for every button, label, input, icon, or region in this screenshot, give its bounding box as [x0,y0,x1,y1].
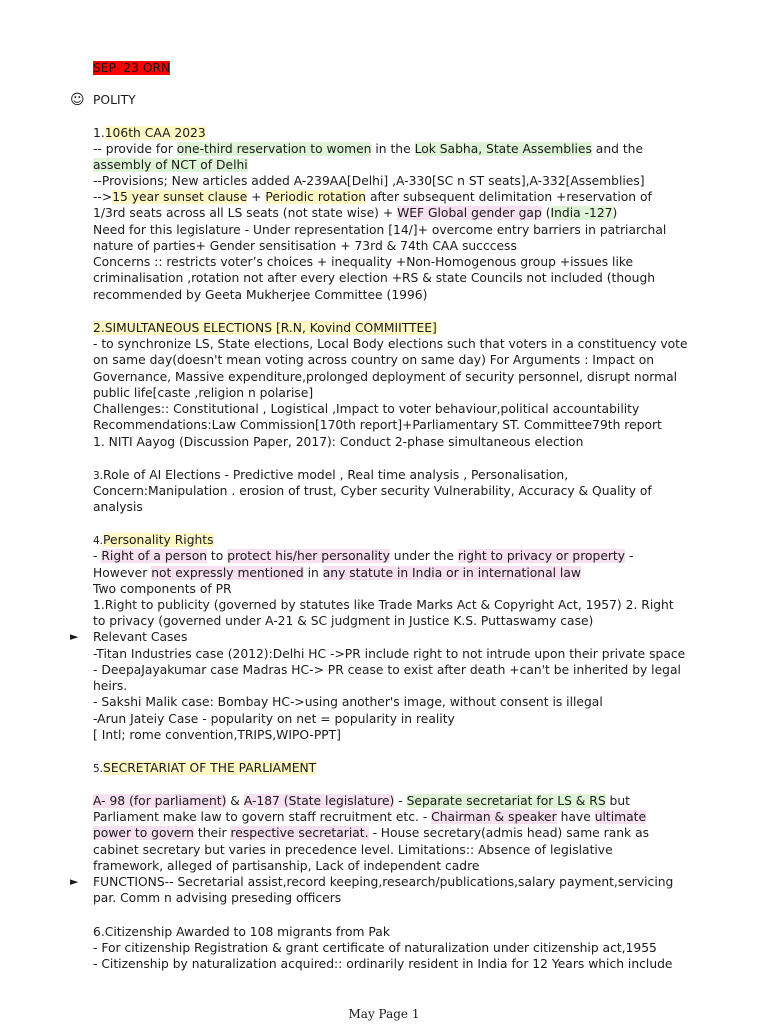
s3-title: 3.Role of AI Elections - Predictive model , Real time analysis , Personalisation, [93,468,569,482]
s5-line: A- 98 (for parliament) & A-187 (State legislature) - Separate secretariat for LS & RS but [93,794,630,808]
s2-line: Challenges:: Constitutional , Logistical ,Impact to voter behaviour,political accountability [93,402,640,416]
s4-line: - Sakshi Malik case: Bombay HC->using another's image, without consent is illegal [93,695,603,709]
s4-line: to privacy (governed under A-21 & SC judgment in Justice K.S. Puttaswamy case) [93,614,594,628]
s4-line: Relevant Cases [93,630,188,644]
s5-line: FUNCTIONS-- Secretarial assist,record keeping,research/publications,salary payment,servicing [93,875,674,889]
s2-line: public life[caste ,religion n polarise] [93,386,314,400]
s1-line: assembly of NCT of Delhi [93,158,248,172]
s5-line: framework, alleged of partisanship, Lack of independent cadre [93,859,480,873]
s1-line: -- provide for one-third reservation to women in the Lok Sabha, State Assemblies and the [93,142,644,156]
smiley-icon: ☺ [70,92,85,108]
s5-line: par. Comm n advising preseding officers [93,891,342,905]
s3-line: analysis [93,500,143,514]
s5-line: cabinet secretary but varies in precedence level. Limitations:: Absence of legislative [93,843,613,857]
s1-line: Need for this legislature - Under representation [14/]+ overcome entry barriers in patriarchal [93,223,667,237]
s4-line: Two components of PR [93,582,232,596]
s6-line: - Citizenship by naturalization acquired:: ordinarily resident in India for 12 Years which include [93,957,673,971]
s5-title: 5.SECRETARIAT OF THE PARLIAMENT [93,761,317,775]
s2-line: 1. NITI Aayog (Discussion Paper, 2017): Conduct 2-phase simultaneous election [93,435,584,449]
s4-line: - Right of a person to protect his/her personality under the right to privacy or property - [93,549,634,563]
s1-line: nature of parties+ Gender sensitisation + 73rd & 74th CAA succcess [93,239,517,253]
s6-line: - For citizenship Registration & grant certificate of naturalization under citizenship act,1955 [93,941,657,955]
page-footer: May Page 1 [348,1007,420,1021]
s2-line: Recommendations:Law Commission[170th report]+Parliamentary ST. Committee79th report [93,418,662,432]
s4-title: 4.Personality Rights [93,533,214,547]
s6-title: 6.Citizenship Awarded to 108 migrants from Pak [93,925,390,939]
s1-title: 1.106th CAA 2023 [93,126,206,140]
s4-line: heirs. [93,679,128,693]
s2-line: Governance, Massive expenditure,prolonged deployment of security personnel, disrupt normal [93,370,678,384]
s1-line: criminalisation ,rotation not after every election +RS & state Councils not included (though [93,271,656,285]
s5-line: power to govern their respective secretariat. - House secretary(admis head) same rank as [93,826,650,840]
date-tag: SEP '23 ORN [93,61,171,75]
s5-line: Parliament make law to govern staff recruitment etc. - Chairman & speaker have ultimate [93,810,647,824]
s2-line: - to synchronize LS, State elections, Local Body elections such that voters in a constituency vote [93,337,688,351]
s4-line: -Titan Industries case (2012):Delhi HC ->PR include right to not intrude upon their private space [93,647,686,661]
bullet-arrow-icon: ► [70,630,79,643]
s1-line: Concerns :: restricts voter’s choices + inequality +Non-Homogenous group +issues like [93,255,634,269]
s4-line: - DeepaJayakumar case Madras HC-> PR cease to exist after death +can't be inherited by legal [93,663,681,677]
s4-line: However not expressly mentioned in any statute in India or in international law [93,566,581,580]
s4-line: 1.Right to publicity (governed by statutes like Trade Marks Act & Copyright Act, 1957) 2. Right [93,598,674,612]
s2-title: 2.SIMULTANEOUS ELECTIONS [R.N, Kovind COMMIITTEE] [93,321,437,335]
s2-line: on same day(doesn't mean voting across country on same day) For Arguments : Impact on [93,353,655,367]
s4-line: -Arun Jateiy Case - popularity on net = popularity in reality [93,712,455,726]
section-heading: POLITY [93,93,136,107]
s1-line: -->15 year sunset clause + Periodic rotation after subsequent delimitation +reservation of [93,190,652,204]
s3-line: Concern:Manipulation . erosion of trust, Cyber security Vulnerability, Accuracy & Quality of [93,484,652,498]
s1-line: recommended by Geeta Mukherjee Committee (1996) [93,288,428,302]
s4-line: [ Intl; rome convention,TRIPS,WIPO-PPT] [93,728,341,742]
s1-line: --Provisions; New articles added A-239AA[Delhi] ,A-330[SC n ST seats],A-332[Assemblies] [93,174,645,188]
s1-line: 1/3rd seats across all LS seats (not state wise) + WEF Global gender gap (India -127) [93,206,618,220]
bullet-arrow-icon: ► [70,875,79,888]
